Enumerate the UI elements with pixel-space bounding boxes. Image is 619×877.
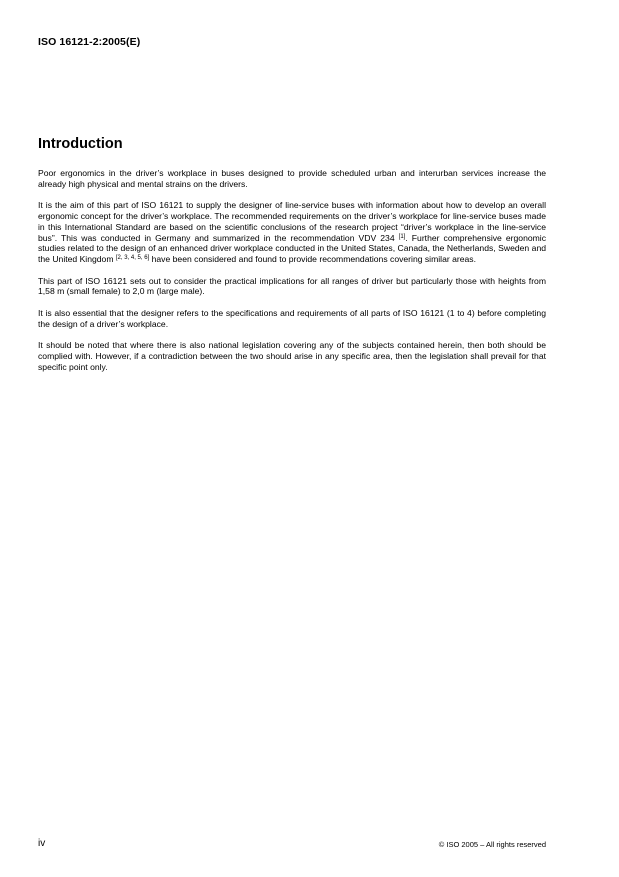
paragraph-2-text-b: . Further comprehensive ergonomic studies related to the design of an enhanced driver workplace conducted in the United States, Canada, the Netherlands, Sweden and the United Kingdom — [38, 232, 546, 264]
paragraph-2 — [38, 200, 546, 264]
paragraph-1: Poor ergonomics in the driver’s workplace in buses designed to provide scheduled urban and interurban services increase the already high physical and mental strains on the drivers. — [38, 168, 546, 189]
introduction-body — [38, 168, 546, 384]
section-heading: Introduction — [38, 136, 123, 152]
reference-superscript-2: [2, 3, 4, 5, 6] — [115, 254, 150, 261]
paragraph-4: It is also essential that the designer refers to the specifications and requirements of all parts of ISO 16121 (1 to 4) before completing the design of a driver’s workplace. — [38, 308, 546, 329]
paragraph-3: This part of ISO 16121 sets out to consider the practical implications for all ranges of driver but particularly those with heights from 1,58 m (small female) to 2,0 m (large male). — [38, 275, 546, 297]
footer-copyright: © ISO 2005 – All rights reserved — [438, 840, 546, 849]
paragraph-2-text-c: have been considered and found to provide recommendations covering similar areas. — [149, 253, 476, 264]
reference-superscript-1: [1] — [398, 233, 406, 240]
paragraph-2-text-a: It is the aim of this part of ISO 16121 to supply the designer of line-service buses with information about how to develop an overall ergonomic concept for the driver’s workplace. The recommended requirements on the driver’s workplace for line-service buses made in this International Standard are based on the scientific conclusions of the research project “driver’s workplace in the line-service bus”. This was conducted in Germany and summarized in the recommendation VDV 234 — [38, 200, 546, 243]
document-header-title: ISO 16121-2:2005(E) — [38, 36, 141, 48]
paragraph-5: It should be noted that where there is also national legislation covering any of the subjects contained herein, then both should be complied with. However, if a contradiction between the two should arise in any specific area, then the legislation shall prevail for that specific point only. — [38, 340, 546, 372]
footer-page-number: iv — [38, 838, 46, 849]
